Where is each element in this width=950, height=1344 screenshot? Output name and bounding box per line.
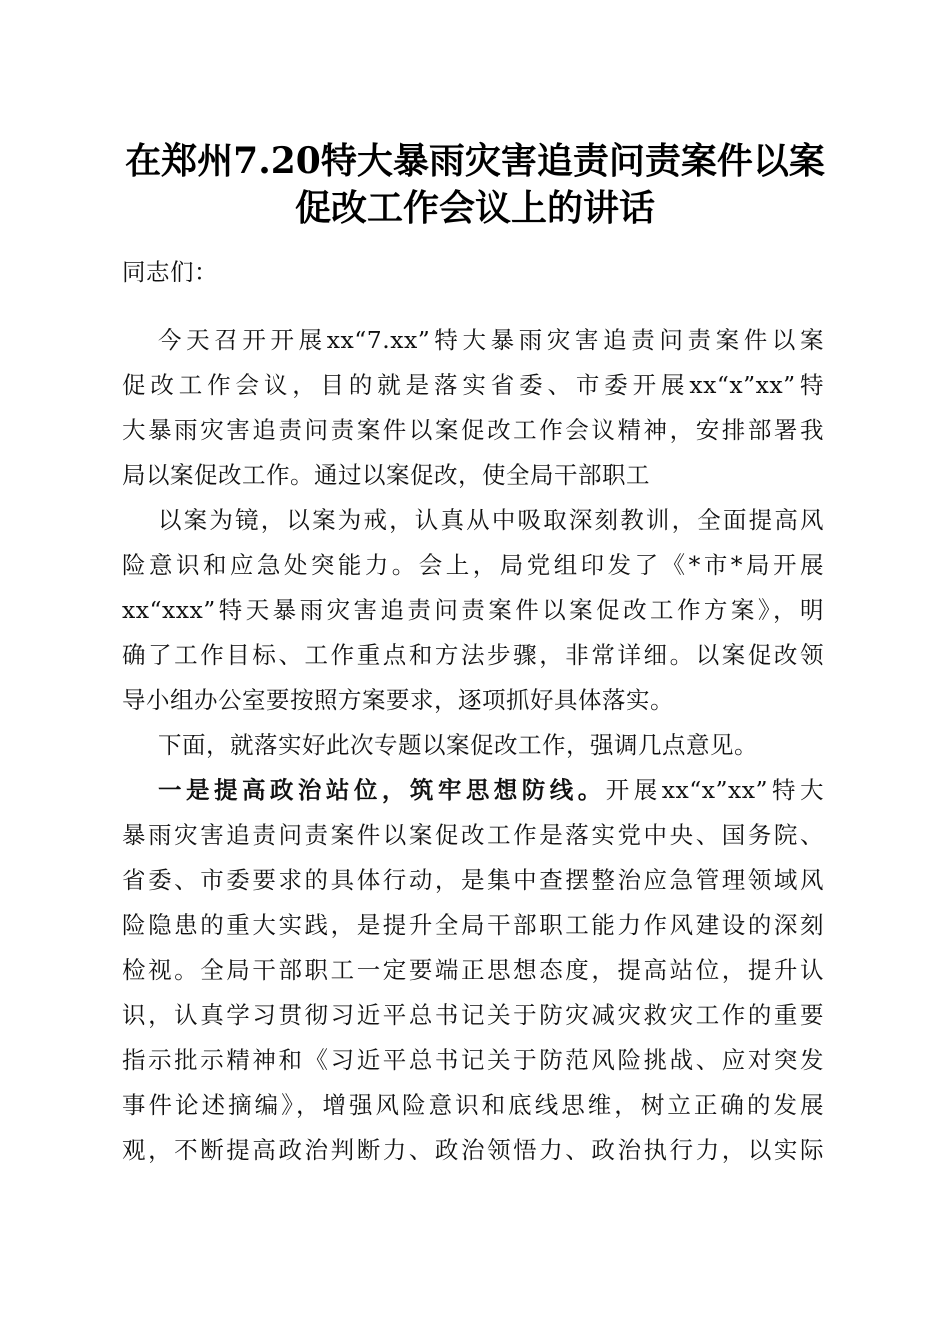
paragraph-2-line-4: 确了工作目标、工作重点和方法步骤，非常详细。以案促改领 xyxy=(122,641,824,669)
paragraph-4-line-7: 指示批示精神和《习近平总书记关于防范风险挑战、应对突发 xyxy=(122,1046,824,1074)
paragraph-4-lead-text: 开展xx“x”xx”特大 xyxy=(605,776,824,804)
paragraph-2-line-2: 险意识和应急处突能力。会上，局党组印发了《*市*局开展 xyxy=(122,551,824,579)
paragraph-4-line-6: 识，认真学习贯彻习近平总书记关于防灾减灾救灾工作的重要 xyxy=(122,1001,824,1029)
paragraph-4-line-9: 观，不断提高政治判断力、政治领悟力、政治执行力，以实际 xyxy=(122,1136,824,1164)
paragraph-1-line-4: 局以案促改工作。通过以案促改，使全局干部职工 xyxy=(122,461,650,489)
paragraph-2-line-1: 以案为镜，以案为戒，认真从中吸取深刻教训，全面提高风 xyxy=(158,506,824,534)
paragraph-4-line-1 xyxy=(158,770,824,810)
document-title xyxy=(100,138,850,232)
paragraph-4-lead-heading: 一是提高政治站位，筑牢思想防线。 xyxy=(158,776,606,804)
paragraph-2-line-3: xx“xxx”特天暴雨灾害追责问责案件以案促改工作方案》，明 xyxy=(122,596,824,624)
paragraph-4-line-5: 检视。全局干部职工一定要端正思想态度，提高站位，提升认 xyxy=(122,956,824,984)
paragraph-2-line-5: 导小组办公室要按照方案要求，逐项抓好具体落实。 xyxy=(122,686,674,714)
paragraph-4-line-4: 险隐患的重大实践，是提升全局干部职工能力作风建设的深刻 xyxy=(122,911,824,939)
title-line-2: 促改工作会议上的讲话 xyxy=(294,187,655,229)
title-line-1: 在郑州7.20特大暴雨灾害追责问责案件以案 xyxy=(125,140,825,182)
paragraph-3: 下面，就落实好此次专题以案促改工作，强调几点意见。 xyxy=(158,731,758,759)
paragraph-1-line-2: 促改工作会议，目的就是落实省委、市委开展xx“x”xx”特 xyxy=(122,371,824,399)
paragraph-4-line-2: 暴雨灾害追责问责案件以案促改工作是落实党中央、国务院、 xyxy=(122,821,824,849)
paragraph-4-line-8: 事件论述摘编》，增强风险意识和底线思维，树立正确的发展 xyxy=(122,1091,824,1119)
salutation: 同志们： xyxy=(122,258,218,286)
paragraph-4-line-3: 省委、市委要求的具体行动，是集中查摆整治应急管理领域风 xyxy=(122,866,824,894)
paragraph-1-line-1: 今天召开开展xx“7.xx”特大暴雨灾害追责问责案件以案 xyxy=(158,326,824,354)
paragraph-1-line-3: 大暴雨灾害追责问责案件以案促改工作会议精神，安排部署我 xyxy=(122,416,824,444)
